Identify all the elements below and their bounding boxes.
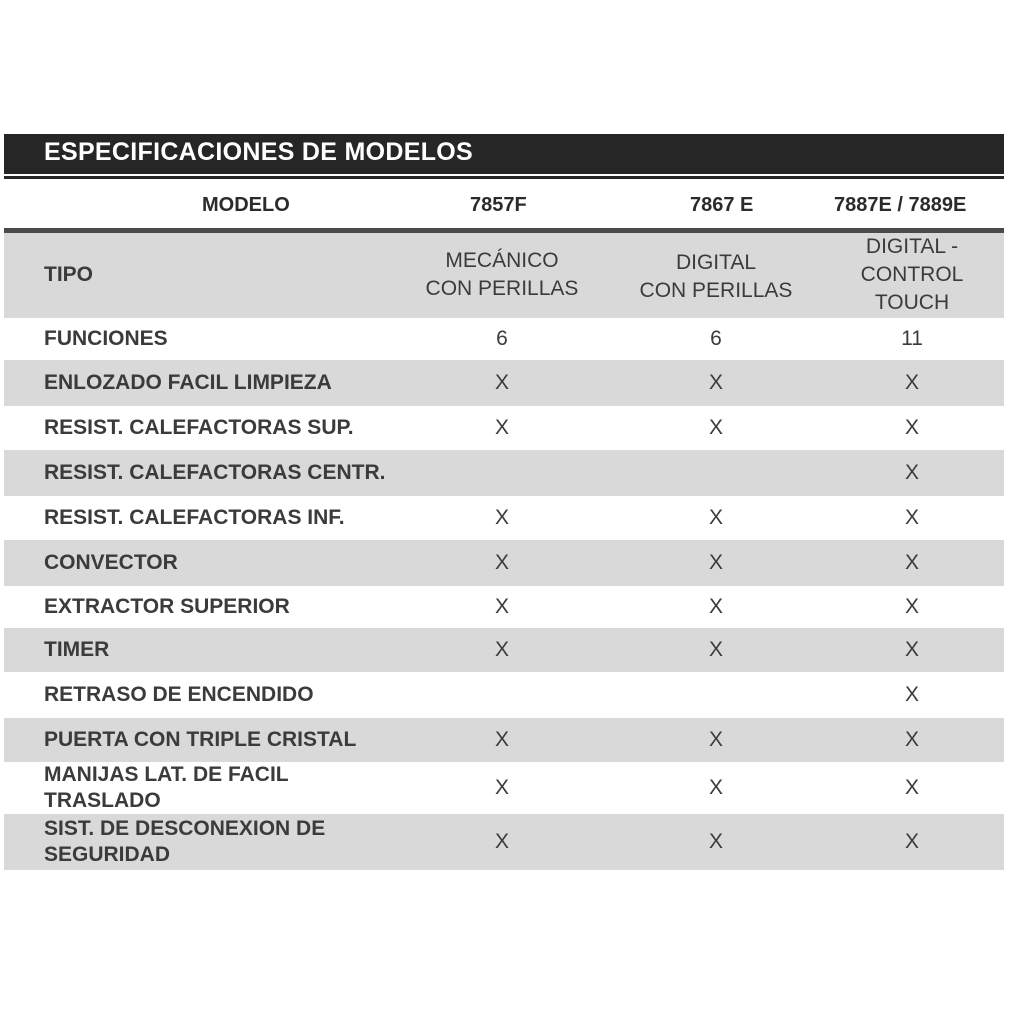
cell-line: MECÁNICO bbox=[445, 249, 559, 272]
row-value-model-2: X bbox=[708, 595, 723, 618]
table-row bbox=[4, 318, 1004, 360]
row-value-model-1: X bbox=[494, 638, 509, 661]
row-value-model-3: X bbox=[904, 371, 919, 394]
row-value-model-2: X bbox=[708, 371, 723, 394]
row-value-model-2: X bbox=[708, 506, 723, 529]
row-value-model-3: X bbox=[904, 416, 919, 439]
table-row bbox=[4, 450, 1004, 496]
row-value-model-3: X bbox=[904, 506, 919, 529]
row-label-line: ENLOZADO FACIL LIMPIEZA bbox=[44, 371, 332, 394]
table-row bbox=[4, 718, 1004, 762]
cell-tipo-model-1 bbox=[402, 247, 602, 303]
row-value-model-3: X bbox=[904, 461, 919, 484]
row-value-model-3: 11 bbox=[901, 327, 923, 350]
cell-line: CON PERILLAS bbox=[425, 277, 579, 300]
row-value-model-2: X bbox=[708, 728, 723, 751]
column-header-model-1: 7857F bbox=[470, 194, 527, 216]
row-label bbox=[44, 682, 314, 708]
row-label-line: MANIJAS LAT. DE FACIL bbox=[44, 763, 289, 786]
table-row bbox=[4, 814, 1004, 870]
row-value-model-3: X bbox=[904, 728, 919, 751]
table-row bbox=[4, 586, 1004, 628]
table-title-bar bbox=[4, 134, 1004, 174]
row-label bbox=[44, 550, 178, 576]
row-value-model-1: X bbox=[494, 776, 509, 799]
cell-line: DIGITAL - bbox=[865, 235, 959, 258]
row-value-model-1: X bbox=[494, 830, 509, 853]
row-label-line: TIMER bbox=[44, 638, 110, 661]
cell-line: CON PERILLAS bbox=[639, 279, 793, 302]
row-value-model-2: X bbox=[708, 830, 723, 853]
row-value-model-3: X bbox=[904, 595, 919, 618]
row-value-model-3: X bbox=[904, 830, 919, 853]
column-header-row bbox=[4, 180, 1004, 228]
row-value-model-1: X bbox=[494, 595, 509, 618]
row-label-line: EXTRACTOR SUPERIOR bbox=[44, 595, 290, 618]
row-label bbox=[44, 505, 345, 531]
row-label-line: SEGURIDAD bbox=[44, 843, 171, 866]
row-label-line: CONVECTOR bbox=[44, 551, 178, 574]
cell-line: TOUCH bbox=[874, 291, 950, 314]
row-value-model-3: X bbox=[904, 551, 919, 574]
row-value-model-1: X bbox=[494, 506, 509, 529]
row-label bbox=[44, 727, 356, 753]
table-row-tipo bbox=[4, 233, 1004, 318]
row-value-model-2: X bbox=[708, 551, 723, 574]
row-label-line: FUNCIONES bbox=[44, 327, 168, 350]
column-header-label: MODELO bbox=[202, 194, 290, 216]
row-label-line: RESIST. CALEFACTORAS CENTR. bbox=[44, 461, 386, 484]
table-row bbox=[4, 762, 1004, 814]
row-label-line: RESIST. CALEFACTORAS INF. bbox=[44, 506, 345, 529]
row-value-model-3: X bbox=[904, 638, 919, 661]
table-title: ESPECIFICACIONES DE MODELOS bbox=[44, 138, 473, 166]
cell-line: CONTROL bbox=[860, 263, 964, 286]
column-header-model-2: 7867 E bbox=[690, 194, 754, 216]
row-value-model-2: X bbox=[708, 776, 723, 799]
table-row bbox=[4, 360, 1004, 406]
row-value-model-1: X bbox=[494, 416, 509, 439]
table-row bbox=[4, 406, 1004, 450]
row-value-model-3: X bbox=[904, 776, 919, 799]
row-value-model-2: 6 bbox=[710, 327, 722, 350]
row-value-model-1: 6 bbox=[496, 327, 508, 350]
table-row bbox=[4, 496, 1004, 540]
row-value-model-2: X bbox=[708, 416, 723, 439]
row-value-model-1: X bbox=[494, 551, 509, 574]
cell-tipo-model-2 bbox=[616, 249, 816, 305]
row-label bbox=[44, 816, 325, 868]
row-label bbox=[44, 326, 168, 352]
row-label bbox=[44, 762, 289, 814]
row-value-model-2: X bbox=[708, 638, 723, 661]
row-label bbox=[44, 460, 385, 486]
row-label bbox=[44, 637, 109, 663]
row-value-model-3: X bbox=[904, 683, 919, 706]
row-label-line: PUERTA CON TRIPLE CRISTAL bbox=[44, 728, 357, 751]
row-value-model-1: X bbox=[494, 371, 509, 394]
cell-line: DIGITAL bbox=[675, 251, 757, 274]
row-label-line: RETRASO DE ENCENDIDO bbox=[44, 683, 314, 706]
row-label-line: SIST. DE DESCONEXION DE bbox=[44, 817, 326, 840]
table-row bbox=[4, 628, 1004, 672]
row-label bbox=[44, 594, 290, 620]
cell-tipo-model-3 bbox=[812, 233, 1012, 317]
row-label bbox=[44, 370, 332, 396]
title-divider bbox=[4, 176, 1004, 179]
table-row bbox=[4, 540, 1004, 586]
table-row bbox=[4, 672, 1004, 718]
row-label bbox=[44, 415, 354, 441]
row-label: TIPO bbox=[44, 263, 94, 286]
row-label-line: TRASLADO bbox=[44, 789, 161, 812]
row-value-model-1: X bbox=[494, 728, 509, 751]
row-label-line: RESIST. CALEFACTORAS SUP. bbox=[44, 416, 354, 439]
column-header-model-3: 7887E / 7889E bbox=[834, 194, 967, 216]
